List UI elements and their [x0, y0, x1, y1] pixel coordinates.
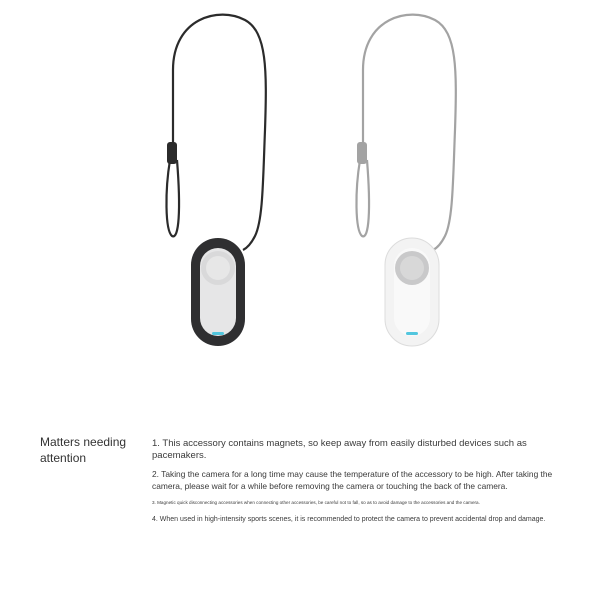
- note-item: 3. Magnetic quick disconnecting accessories when connecting other accessories, be careful not to fall, so as to avoid damage to the accessories and the camera.: [152, 500, 480, 505]
- white-lanyard-camera-image: [345, 10, 465, 355]
- notes-heading: Matters needing attention: [40, 435, 127, 465]
- lanyard-cord: [363, 15, 456, 250]
- attention-notes: [0, 430, 600, 540]
- lens-glass: [206, 256, 230, 280]
- note-item: 2. Taking the camera for a long time may cause the temperature of the accessory to be high. After taking the camera, please wait for a while before removing the camera or touching the back of the camera.: [152, 469, 553, 491]
- cord-clasp: [357, 142, 367, 164]
- status-led: [212, 332, 224, 335]
- status-led: [406, 332, 418, 335]
- lanyard-cord: [173, 15, 266, 250]
- notes-list: [152, 438, 572, 525]
- note-item: 1. This accessory contains magnets, so keep away from easily disturbed devices such as pacemakers.: [152, 438, 527, 461]
- lanyard-loop: [166, 160, 179, 236]
- cord-clasp: [167, 142, 177, 164]
- black-lanyard-camera-image: [155, 10, 275, 355]
- note-item: 4. When used in high-intensity sports scenes, it is recommended to protect the camera to prevent accidental drop and damage.: [152, 516, 546, 523]
- lanyard-loop: [356, 160, 369, 236]
- lens-glass: [400, 256, 424, 280]
